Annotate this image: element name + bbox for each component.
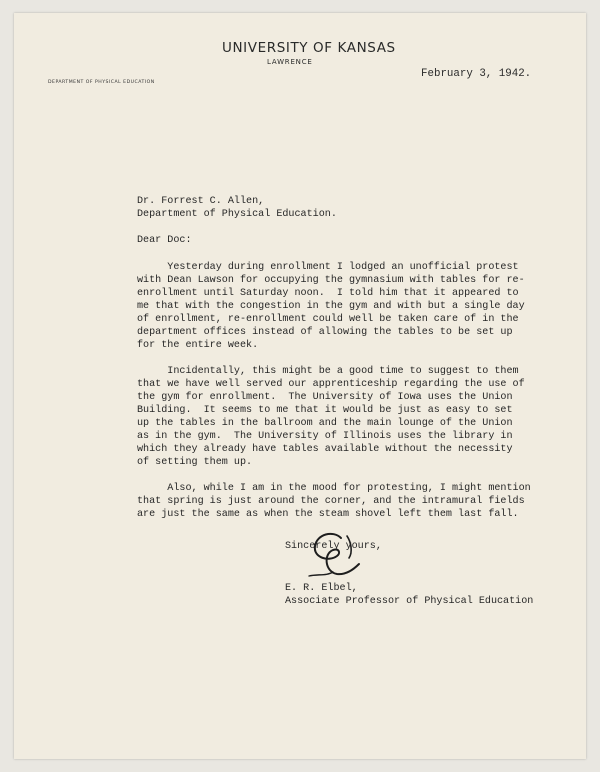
body-line: of enrollment, re-enrollment could well be taken care of in the	[137, 314, 519, 325]
letterhead-city: LAWRENCE	[267, 58, 313, 66]
body-line: Incidentally, this might be a good time to suggest to them	[137, 366, 519, 377]
recipient-name: Dr. Forrest C. Allen,	[137, 196, 265, 207]
salutation: Dear Doc:	[137, 235, 192, 246]
body-line: Building. It seems to me that it would be just as easy to set	[137, 405, 513, 416]
body-line: Yesterday during enrollment I lodged an unofficial protest	[137, 262, 519, 273]
letterhead-department: DEPARTMENT OF PHYSICAL EDUCATION	[48, 80, 155, 85]
body-line: Also, while I am in the mood for protesting, I might mention	[137, 483, 531, 494]
recipient-department: Department of Physical Education.	[137, 209, 337, 220]
body-line: the gym for enrollment. The University of Iowa uses the Union	[137, 392, 513, 403]
body-line: of setting them up.	[137, 457, 253, 468]
body-line: for the entire week.	[137, 340, 259, 351]
letter-date: February 3, 1942.	[421, 68, 532, 80]
signer-name: E. R. Elbel,	[285, 583, 358, 594]
body-line: which they already have tables available without the necessity	[137, 444, 513, 455]
body-line: that we have well served our apprenticeship regarding the use of	[137, 379, 525, 390]
signer-title: Associate Professor of Physical Education	[285, 596, 534, 607]
body-line: with Dean Lawson for occupying the gymnasium with tables for re-	[137, 275, 525, 286]
closing: Sincerely yours,	[285, 541, 382, 552]
body-line: department offices instead of allowing the tables to be set up	[137, 327, 513, 338]
body-line: that spring is just around the corner, and the intramural fields	[137, 496, 525, 507]
handwritten-signature	[303, 528, 365, 586]
body-line: as in the gym. The University of Illinois uses the library in	[137, 431, 513, 442]
body-line: enrollment until Saturday noon. I told him that it appeared to	[137, 288, 519, 299]
letterhead-university: UNIVERSITY OF KANSAS	[222, 40, 396, 56]
body-line: up the tables in the ballroom and the main lounge of the Union	[137, 418, 513, 429]
body-line: are just the same as when the steam shovel left them last fall.	[137, 509, 519, 520]
body-line: me that with the congestion in the gym and with but a single day	[137, 301, 525, 312]
